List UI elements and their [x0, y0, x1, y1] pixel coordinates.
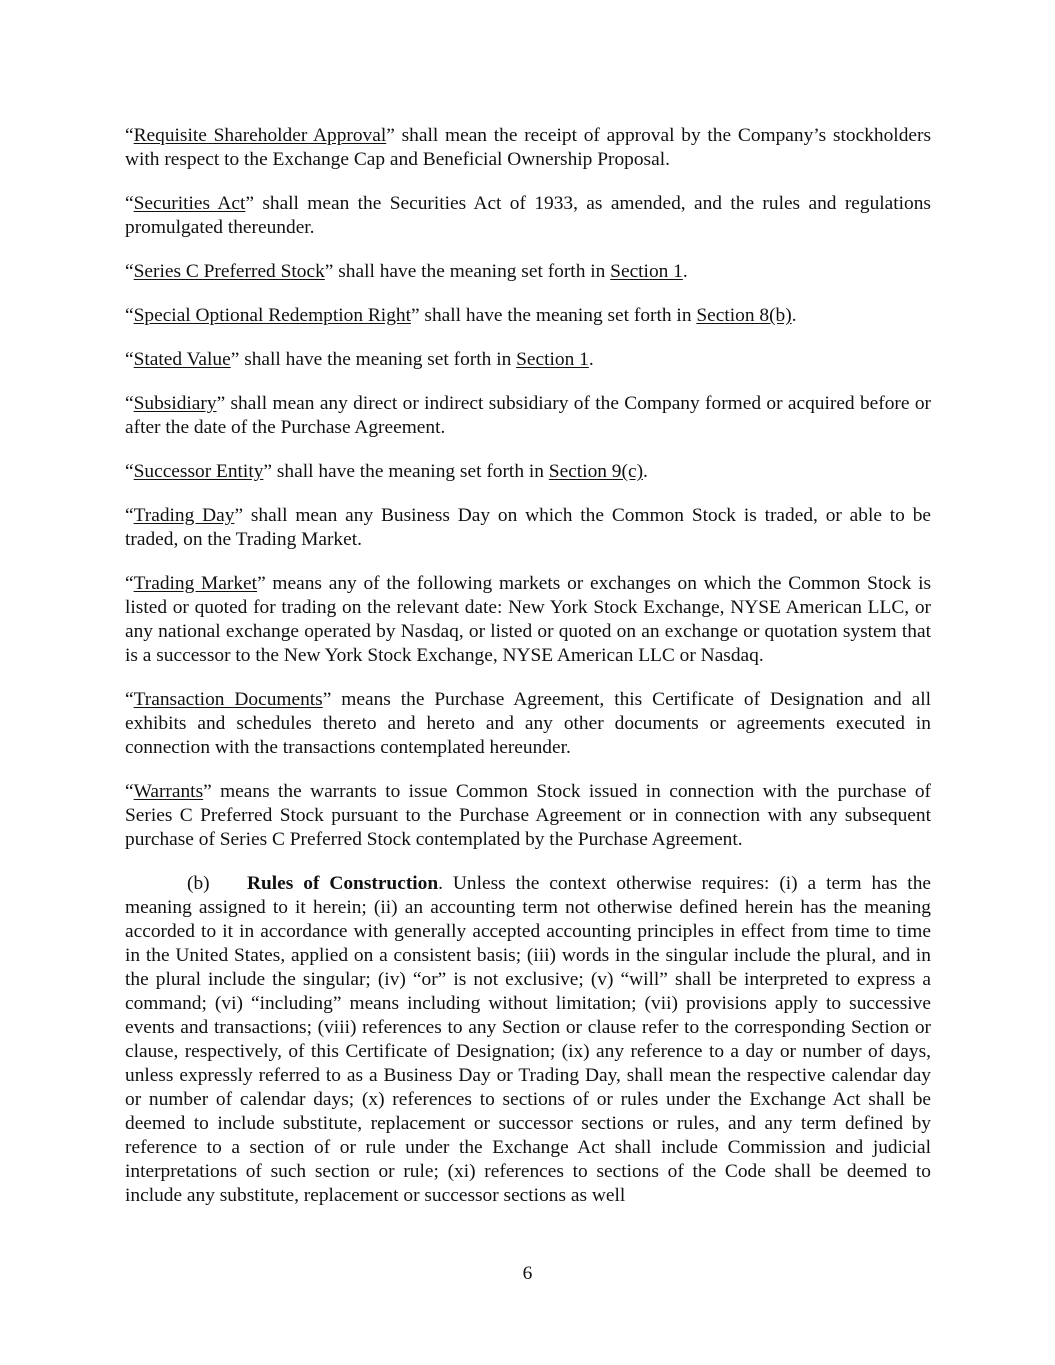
clause-number: (b)	[187, 873, 210, 894]
defined-term: Trading Day	[133, 505, 235, 526]
defined-term: Warrants	[133, 781, 204, 802]
definition-text: ” shall mean any Business Day on which the Common Stock is traded, or able to be traded, on the Trading Market.	[125, 505, 931, 550]
section-reference[interactable]: Section 1	[610, 261, 683, 282]
definition-transaction-documents: “Transaction Documents” means the Purchase Agreement, this Certificate of Designation and all exhibits and schedules thereto and hereto and any other documents or agreements executed in connection with the transactions contemplated hereunder.	[125, 689, 931, 758]
definition-text: ” shall have the meaning set forth in	[263, 461, 549, 482]
clause-text: . Unless the context otherwise requires: (i) a term has the meaning assigned to it herein; (ii) an accounting term not otherwise defined herein has the meaning accorded to it in accordance with generally accepted accounting principles in effect from time to time in the United States, applied on a consistent basis; (iii) words in the singular include the plural, and in the plural include the singular; (iv) “or” is not exclusive; (v) “will” shall be interpreted to express a command; (vi) “including” means including without limitation; (vii) provisions apply to successive events and transactions; (viii) references to any Section or clause refer to the corresponding Section or clause, respectively, of this Certificate of Designation; (ix) any reference to a day or number of days, unless expressly referred to as a Business Day or Trading Day, shall mean the respective calendar day or number of calendar days; (x) references to sections of or rules under the Exchange Act shall be deemed to include substitute, replacement or successor sections or rules, and any term defined by reference to a section of or rule under the Exchange Act shall include Commission and judicial interpretations of such section or rule; (xi) references to sections of the Code shall be deemed to include any substitute, replacement or successor sections as well	[125, 873, 931, 1206]
definition-requisite-shareholder-approval: “Requisite Shareholder Approval” shall mean the receipt of approval by the Company’s stockholders with respect to the Exchange Cap and Beneficial Ownership Proposal.	[125, 125, 931, 170]
definition-successor-entity: “Successor Entity” shall have the meaning set forth in Section 9(c).	[125, 461, 648, 482]
section-reference[interactable]: Section 8(b)	[696, 305, 792, 326]
definition-text: ” shall have the meaning set forth in	[410, 305, 697, 326]
rules-of-construction-paragraph	[125, 872, 931, 1208]
definition-text: ” means any of the following markets or exchanges on which the Common Stock is listed or quoted for trading on the relevant date: New York Stock Exchange, NYSE American LLC, or any national exchange operated by Nasdaq, or listed or quoted on an exchange or quotation system that is a successor to the New York Stock Exchange, NYSE American LLC or Nasdaq.	[125, 573, 932, 666]
definition-text: ” means the Purchase Agreement, this Certificate of Designation and all exhibits and schedules thereto and hereto and any other documents or agreements executed in connection with the transactions contemplated hereunder.	[125, 689, 931, 758]
definition-trading-market: “Trading Market” means any of the following markets or exchanges on which the Common Stock is listed or quoted for trading on the relevant date: New York Stock Exchange, NYSE American LLC, or any national exchange operated by Nasdaq, or listed or quoted on an exchange or quotation system that is a successor to the New York Stock Exchange, NYSE American LLC or Nasdaq.	[125, 573, 932, 666]
page-number: 6	[522, 1263, 533, 1284]
section-reference[interactable]: Section 1	[516, 349, 589, 370]
defined-term: Special Optional Redemption Right	[133, 305, 411, 326]
definition-series-c-preferred-stock: “Series C Preferred Stock” shall have the meaning set forth in Section 1.	[125, 261, 688, 282]
definition-stated-value: “Stated Value” shall have the meaning set forth in Section 1.	[125, 349, 594, 370]
definition-text: ” means the warrants to issue Common Stock issued in connection with the purchase of Series C Preferred Stock pursuant to the Purchase Agreement or in connection with any subsequent purchase of Series C Preferred Stock contemplated by the Purchase Agreement.	[125, 781, 931, 850]
definition-trading-day: “Trading Day” shall mean any Business Day on which the Common Stock is traded, or able to be traded, on the Trading Market.	[125, 505, 931, 550]
defined-term: Series C Preferred Stock	[133, 261, 325, 282]
page-content	[125, 124, 931, 1208]
definition-text: ” shall have the meaning set forth in	[230, 349, 517, 370]
clause-heading: Rules of Construction	[247, 873, 439, 894]
definition-text: ” shall mean the Securities Act of 1933, as amended, and the rules and regulations promulgated thereunder.	[125, 193, 931, 238]
definition-warrants: “Warrants” means the warrants to issue Common Stock issued in connection with the purchase of Series C Preferred Stock pursuant to the Purchase Agreement or in connection with any subsequent purchase of Series C Preferred Stock contemplated by the Purchase Agreement.	[125, 781, 931, 850]
defined-term: Trading Market	[133, 573, 258, 594]
definition-tail: .	[791, 305, 797, 326]
definition-text: ” shall have the meaning set forth in	[324, 261, 611, 282]
definition-text: ” shall mean the receipt of approval by the Company’s stockholders with respect to the Exchange Cap and Beneficial Ownership Proposal.	[125, 125, 931, 170]
definition-subsidiary: “Subsidiary” shall mean any direct or indirect subsidiary of the Company formed or acquired before or after the date of the Purchase Agreement.	[125, 393, 931, 438]
defined-term: Requisite Shareholder Approval	[133, 125, 387, 146]
definition-securities-act: “Securities Act” shall mean the Securities Act of 1933, as amended, and the rules and regulations promulgated thereunder.	[125, 193, 931, 238]
defined-term: Stated Value	[133, 349, 231, 370]
defined-term: Subsidiary	[133, 393, 217, 414]
defined-term: Transaction Documents	[133, 689, 323, 710]
defined-term: Successor Entity	[133, 461, 264, 482]
definition-tail: .	[588, 349, 594, 370]
definition-tail: .	[682, 261, 688, 282]
definition-special-optional-redemption-right: “Special Optional Redemption Right” shall have the meaning set forth in Section 8(b).	[125, 305, 797, 326]
definition-tail: .	[643, 461, 648, 482]
definition-text: ” shall mean any direct or indirect subsidiary of the Company formed or acquired before or after the date of the Purchase Agreement.	[125, 393, 931, 438]
section-reference[interactable]: Section 9(c)	[548, 461, 644, 482]
defined-term: Securities Act	[133, 193, 246, 214]
